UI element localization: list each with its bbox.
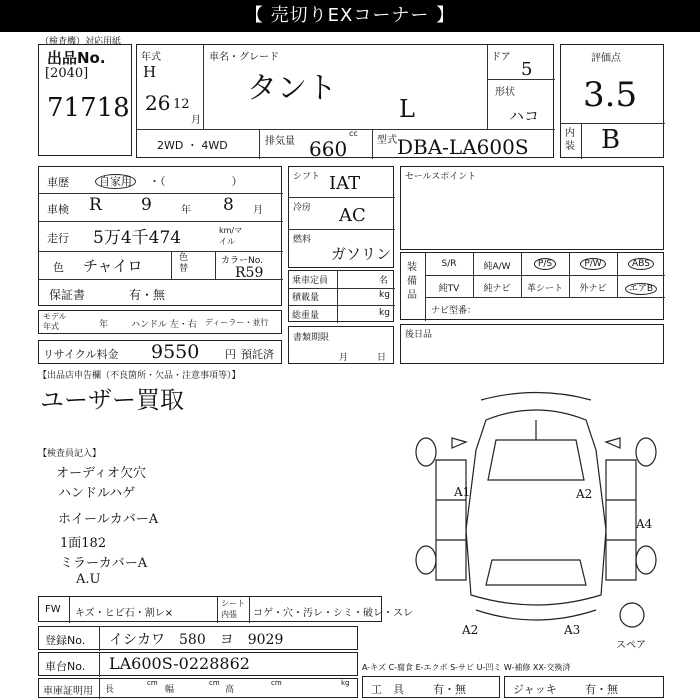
gross-unit: kg: [379, 308, 390, 318]
mileage-unit: km/マイル: [219, 226, 243, 246]
chassis-value: LA600S-0228862: [109, 654, 250, 673]
gross-label: 総重量: [292, 311, 320, 321]
tools-value: 有・無: [433, 683, 466, 696]
defect-legend-row: [38, 596, 413, 622]
capacity-unit: 名: [379, 276, 389, 286]
equip-ps: P/S: [521, 259, 569, 269]
later-date-box: [400, 324, 664, 364]
inspector-line-1: オーディオ欠穴: [56, 466, 146, 481]
equip-airbag: エアB: [617, 281, 665, 294]
equip-genuine-aw: 純A/W: [483, 262, 511, 272]
lot-code: [2040]: [45, 66, 89, 81]
jack-value: 有・無: [585, 683, 618, 696]
cert-height-unit: cm: [271, 679, 282, 687]
displacement-label: 排気量: [265, 136, 295, 147]
diagram-mark-1: A1: [454, 485, 471, 499]
inspection-label: 車検: [47, 203, 69, 216]
equip-sunroof: S/R: [441, 259, 457, 269]
history-rest: ・（ ）: [149, 175, 243, 188]
diagram-spare-label: スペア: [616, 640, 646, 650]
diagram-mark-5: A3: [564, 623, 581, 637]
aircon-value: AC: [339, 205, 366, 226]
warranty-value: 有・無: [129, 288, 166, 302]
registration-row: [38, 626, 358, 650]
equip-genuine-navi: 純ナビ: [483, 284, 511, 294]
chassis-label: 車台No.: [45, 660, 86, 673]
model-year-unit: 年: [99, 320, 109, 330]
doors-label: ドア: [491, 52, 511, 63]
jack-label: ジャッキ: [513, 683, 557, 696]
shift-value: IAT: [329, 173, 361, 194]
history-label: 車歴: [47, 176, 69, 189]
model-year-row: [38, 310, 282, 334]
inspector-line-3: ホイールカバーA: [58, 512, 159, 527]
inspection-year: 9: [141, 195, 152, 215]
color-value: チャイロ: [83, 257, 143, 275]
deadline-box: [288, 326, 394, 364]
year-month-unit: 月: [191, 115, 201, 126]
recycle-value: 9550: [151, 341, 200, 363]
later-date-label: 後日品: [405, 330, 433, 340]
shift-label: シフト: [293, 172, 321, 182]
diagram-mark-3: A4: [636, 517, 653, 531]
lot-number: 71718: [47, 93, 130, 123]
vehicle-info-box: [136, 44, 554, 161]
inspector-line-5: ミラーカバーA: [60, 556, 148, 571]
interior-value: B: [601, 125, 621, 155]
sales-point-label: セールスポイント: [405, 172, 477, 182]
registration-value: イシカワ 580 ヨ 9029: [109, 632, 284, 648]
damage-codes-legend: A-キズ C-腐食 E-エクボ S-サビ U-凹ミ W-補修 XX-交換済: [362, 663, 571, 672]
interior-label: 内装: [565, 128, 575, 152]
inspector-line-2: ハンドルハゲ: [58, 486, 136, 501]
equip-genuine-tv: 純TV: [438, 284, 460, 294]
body-shape-label: 形状: [495, 87, 515, 98]
car-damage-diagram: [396, 380, 676, 650]
dealer-option: ディーラー・並行: [205, 318, 269, 327]
equip-pw: P/W: [569, 259, 617, 269]
car-name-value: タント: [247, 71, 337, 106]
seller-notes-label: 【出品店申告欄（不良箇所・欠品・注意事項等）】: [38, 371, 241, 381]
model-year-label: モデル年式: [43, 312, 67, 331]
equipment-box: [400, 252, 664, 320]
tools-label: 工 具: [371, 683, 404, 696]
year-value: 26: [145, 91, 171, 115]
navi-model-label: ナビ型番：: [431, 306, 477, 316]
equipment-label: 装備品: [407, 262, 417, 301]
chassis-row: [38, 652, 358, 676]
body-shape-value: ハコ: [509, 107, 540, 125]
deadline-month: 月: [339, 353, 349, 363]
details-box: [38, 166, 282, 306]
garage-cert-row: [38, 678, 358, 698]
model-code-value: DBA-LA600S: [397, 135, 529, 159]
fuel-value: ガソリン: [331, 245, 392, 263]
year-label: 年式: [141, 52, 161, 63]
color-label: 色: [53, 261, 64, 274]
cert-width: 幅: [165, 685, 175, 695]
score-box: [560, 44, 664, 158]
recycle-label: リサイクル料金: [43, 348, 119, 361]
history-option: 自家用: [95, 173, 136, 189]
weight-box: [288, 270, 394, 322]
recycle-box: [38, 340, 282, 364]
seat-label: シート内張: [221, 599, 245, 619]
displacement-unit: cc: [349, 129, 358, 138]
inspector-line-4: 1面182: [60, 536, 107, 551]
warranty-label: 保証書: [49, 288, 86, 302]
inspection-year-unit: 年: [181, 205, 191, 216]
diagram-mark-2: A2: [576, 487, 593, 501]
recycle-unit: 円: [225, 348, 236, 361]
car-grade-value: L: [399, 95, 415, 123]
cert-length: 長: [105, 685, 115, 695]
load-unit: kg: [379, 290, 390, 300]
car-name-label: 車名・グレード: [209, 52, 279, 63]
capacity-label: 乗車定員: [292, 276, 329, 286]
cert-weight-unit: kg: [341, 679, 350, 687]
mileage-value: 5万4千474: [93, 228, 182, 248]
fuel-label: 燃料: [293, 235, 312, 245]
color-code-label: カラーNo.: [221, 256, 263, 266]
cert-length-unit: cm: [147, 679, 158, 687]
tools-row: [362, 676, 500, 698]
deadline-day: 日: [377, 353, 387, 363]
seat-items: コゲ・穴・汚レ・シミ・破レ・スレ: [253, 608, 413, 619]
score-label: 評価点: [591, 53, 621, 64]
year-month: 12: [173, 97, 190, 112]
sales-point-box: [400, 166, 664, 250]
spec-box: [288, 166, 394, 268]
load-label: 積載量: [292, 293, 320, 303]
garage-cert-label: 車庫証明用: [43, 686, 93, 697]
deadline-label: 書類期限: [293, 333, 330, 343]
drive-label: 2WD ・ 4WD: [157, 139, 228, 152]
seller-notes-text: ユーザー買取: [40, 386, 184, 414]
fw-label: FW: [45, 604, 61, 615]
inspector-line-6: A.U: [76, 572, 101, 587]
cert-width-unit: cm: [209, 679, 220, 687]
inspector-label: 【検査員記入】: [38, 449, 102, 459]
year-era: H: [143, 63, 157, 81]
notice-text: （検査機）対応用紙: [40, 37, 122, 47]
inspection-month: 8: [223, 195, 234, 215]
inspection-era: R: [89, 195, 102, 215]
equip-leather-seat: 革シート: [526, 284, 563, 294]
displacement-value: 660: [309, 137, 348, 161]
mileage-label: 走行: [47, 232, 69, 245]
color-code-value: R59: [235, 265, 264, 281]
registration-label: 登録No.: [45, 634, 86, 647]
header-banner: 【 売切りEXコーナー 】: [0, 0, 700, 32]
equip-abs: ABS: [617, 259, 665, 269]
model-code-label: 型式: [377, 135, 397, 146]
aircon-label: 冷房: [293, 203, 312, 213]
cert-height: 高: [225, 685, 235, 695]
handle-option: ハンドル 左・右: [131, 320, 197, 330]
doors-value: 5: [521, 59, 533, 80]
equip-external-navi: 外ナビ: [579, 284, 607, 294]
diagram-mark-4: A2: [462, 623, 479, 637]
score-value: 3.5: [583, 75, 638, 115]
lot-box: [38, 44, 132, 156]
jack-row: [504, 676, 664, 698]
lot-label: 出品No.: [47, 49, 106, 67]
fw-items: キズ・ヒビ石・割レ×: [75, 608, 174, 619]
inspection-month-unit: 月: [253, 205, 263, 216]
color-change-label: 色替: [179, 253, 189, 274]
recycle-status: 預託済: [241, 348, 274, 361]
